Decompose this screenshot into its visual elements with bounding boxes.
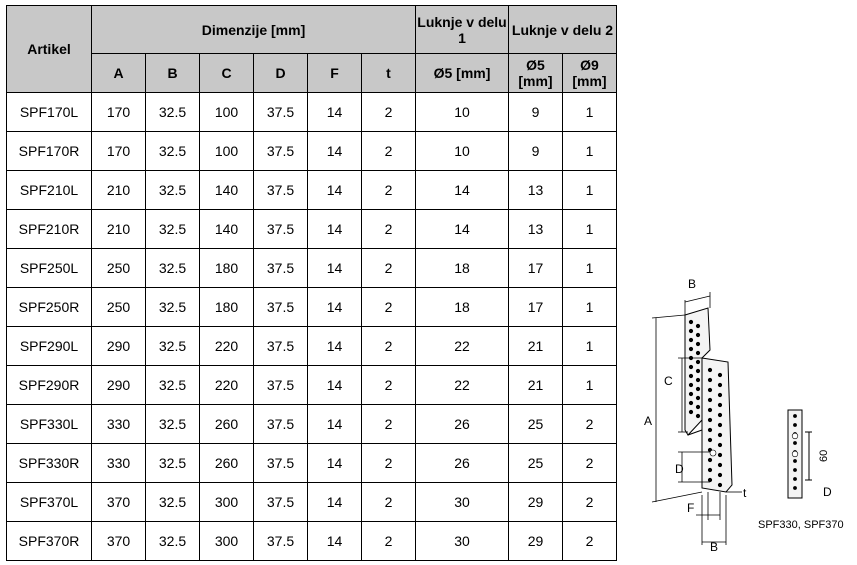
- hole-mark: [718, 393, 722, 397]
- col-header: Ø5 [mm]: [416, 54, 509, 93]
- value-cell: 140: [200, 171, 254, 210]
- hole-mark: [793, 468, 796, 471]
- table-row: [7, 210, 617, 249]
- value-cell: 210: [92, 171, 146, 210]
- label-a: A: [644, 414, 653, 428]
- value-cell: 2: [362, 522, 416, 561]
- hole-mark: [696, 351, 700, 355]
- value-cell: 30: [416, 522, 509, 561]
- value-cell: 18: [416, 249, 509, 288]
- table-body: [7, 93, 617, 561]
- value-cell: 22: [416, 327, 509, 366]
- value-cell: 32.5: [146, 93, 200, 132]
- value-cell: 37.5: [254, 288, 308, 327]
- value-cell: 13: [509, 210, 563, 249]
- table-row: [7, 93, 617, 132]
- value-cell: 37.5: [254, 93, 308, 132]
- hole-mark: [710, 450, 716, 456]
- value-cell: 2: [563, 444, 617, 483]
- value-cell: 170: [92, 93, 146, 132]
- article-cell: SPF210L: [7, 171, 92, 210]
- hole-mark: [689, 347, 693, 351]
- value-cell: 14: [308, 483, 362, 522]
- value-cell: 370: [92, 522, 146, 561]
- value-cell: 14: [308, 249, 362, 288]
- article-cell: SPF170L: [7, 93, 92, 132]
- hole-mark: [718, 413, 722, 417]
- value-cell: 37.5: [254, 366, 308, 405]
- hole-mark: [708, 388, 712, 392]
- hole-mark: [708, 368, 712, 372]
- value-cell: 1: [563, 249, 617, 288]
- value-cell: 32.5: [146, 171, 200, 210]
- value-cell: 1: [563, 288, 617, 327]
- col-header: F: [308, 54, 362, 93]
- value-cell: 2: [362, 366, 416, 405]
- table-row: [7, 288, 617, 327]
- value-cell: 330: [92, 405, 146, 444]
- value-cell: 1: [563, 171, 617, 210]
- value-cell: 17: [509, 249, 563, 288]
- value-cell: 32.5: [146, 366, 200, 405]
- table-row: [7, 483, 617, 522]
- value-cell: 2: [362, 132, 416, 171]
- value-cell: 260: [200, 405, 254, 444]
- value-cell: 32.5: [146, 483, 200, 522]
- hole-mark: [689, 338, 693, 342]
- header-holes-part1: Luknje v delu 1: [416, 6, 509, 54]
- table-row: [7, 327, 617, 366]
- value-cell: 30: [416, 483, 509, 522]
- value-cell: 100: [200, 132, 254, 171]
- bracket-diagram: [630, 270, 855, 555]
- hole-mark: [696, 324, 700, 328]
- hole-mark: [718, 483, 722, 487]
- value-cell: 9: [509, 132, 563, 171]
- article-cell: SPF170R: [7, 132, 92, 171]
- value-cell: 10: [416, 93, 509, 132]
- value-cell: 14: [308, 288, 362, 327]
- table-row: [7, 444, 617, 483]
- hole-mark: [696, 414, 700, 418]
- value-cell: 37.5: [254, 483, 308, 522]
- hole-mark: [696, 342, 700, 346]
- value-cell: 1: [563, 210, 617, 249]
- hole-mark: [708, 398, 712, 402]
- article-cell: SPF330L: [7, 405, 92, 444]
- value-cell: 14: [308, 405, 362, 444]
- value-cell: 10: [416, 132, 509, 171]
- value-cell: 300: [200, 522, 254, 561]
- hole-mark: [708, 438, 712, 442]
- hole-mark: [718, 403, 722, 407]
- value-cell: 180: [200, 249, 254, 288]
- hole-mark: [708, 478, 712, 482]
- bracket-small-drawing: [788, 410, 812, 498]
- hole-mark: [708, 428, 712, 432]
- hole-mark: [708, 418, 712, 422]
- value-cell: 18: [416, 288, 509, 327]
- article-cell: SPF290L: [7, 327, 92, 366]
- hole-mark: [792, 433, 798, 439]
- label-f: F: [687, 501, 695, 515]
- value-cell: 1: [563, 93, 617, 132]
- value-cell: 14: [308, 522, 362, 561]
- hole-mark: [689, 383, 693, 387]
- hole-mark: [793, 486, 796, 489]
- value-cell: 2: [362, 249, 416, 288]
- article-cell: SPF290R: [7, 366, 92, 405]
- value-cell: 330: [92, 444, 146, 483]
- hole-mark: [708, 458, 712, 462]
- col-header: B: [146, 54, 200, 93]
- value-cell: 29: [509, 522, 563, 561]
- article-cell: SPF250R: [7, 288, 92, 327]
- value-cell: 37.5: [254, 522, 308, 561]
- value-cell: 14: [308, 444, 362, 483]
- label-60: 60: [818, 449, 830, 462]
- article-cell: SPF370L: [7, 483, 92, 522]
- hole-mark: [689, 410, 693, 414]
- value-cell: 14: [308, 132, 362, 171]
- col-header: t: [362, 54, 416, 93]
- label-b-top: B: [688, 277, 697, 291]
- table-row: [7, 405, 617, 444]
- article-cell: SPF250L: [7, 249, 92, 288]
- value-cell: 26: [416, 405, 509, 444]
- value-cell: 37.5: [254, 405, 308, 444]
- col-header: Ø9 [mm]: [563, 54, 617, 93]
- header-dimensions: Dimenzije [mm]: [92, 6, 416, 54]
- value-cell: 2: [362, 405, 416, 444]
- table-row: [7, 171, 617, 210]
- table-row: [7, 522, 617, 561]
- value-cell: 37.5: [254, 444, 308, 483]
- value-cell: 9: [509, 93, 563, 132]
- value-cell: 220: [200, 327, 254, 366]
- hole-mark: [718, 373, 722, 377]
- label-b-bottom: B: [710, 540, 719, 554]
- value-cell: 2: [362, 327, 416, 366]
- value-cell: 2: [362, 444, 416, 483]
- value-cell: 2: [563, 483, 617, 522]
- hole-mark: [689, 365, 693, 369]
- value-cell: 100: [200, 93, 254, 132]
- value-cell: 32.5: [146, 132, 200, 171]
- col-header: C: [200, 54, 254, 93]
- value-cell: 32.5: [146, 444, 200, 483]
- value-cell: 14: [416, 210, 509, 249]
- value-cell: 2: [362, 210, 416, 249]
- hole-mark: [696, 387, 700, 391]
- label-c: C: [664, 374, 673, 388]
- value-cell: 290: [92, 327, 146, 366]
- hole-mark: [696, 405, 700, 409]
- hole-mark: [718, 473, 722, 477]
- hole-mark: [696, 369, 700, 373]
- header-holes-part2: Luknje v delu 2: [509, 6, 617, 54]
- article-cell: SPF330R: [7, 444, 92, 483]
- value-cell: 14: [308, 93, 362, 132]
- hole-mark: [689, 320, 693, 324]
- value-cell: 32.5: [146, 210, 200, 249]
- value-cell: 37.5: [254, 327, 308, 366]
- hole-mark: [708, 378, 712, 382]
- value-cell: 32.5: [146, 249, 200, 288]
- value-cell: 37.5: [254, 132, 308, 171]
- value-cell: 37.5: [254, 210, 308, 249]
- value-cell: 370: [92, 483, 146, 522]
- value-cell: 250: [92, 249, 146, 288]
- hole-mark: [793, 477, 796, 480]
- hole-mark: [696, 360, 700, 364]
- value-cell: 170: [92, 132, 146, 171]
- hole-mark: [793, 414, 796, 417]
- value-cell: 26: [416, 444, 509, 483]
- value-cell: 140: [200, 210, 254, 249]
- table-row: [7, 249, 617, 288]
- hole-mark: [793, 441, 796, 444]
- value-cell: 22: [416, 366, 509, 405]
- value-cell: 21: [509, 327, 563, 366]
- value-cell: 260: [200, 444, 254, 483]
- value-cell: 14: [308, 171, 362, 210]
- value-cell: 25: [509, 444, 563, 483]
- caption-spf330-spf370: SPF330, SPF370: [758, 519, 844, 531]
- value-cell: 14: [308, 327, 362, 366]
- value-cell: 14: [308, 366, 362, 405]
- col-header: A: [92, 54, 146, 93]
- value-cell: 32.5: [146, 522, 200, 561]
- spec-table: [6, 5, 617, 561]
- value-cell: 1: [563, 327, 617, 366]
- col-header: Ø5 [mm]: [509, 54, 563, 93]
- hole-mark: [718, 463, 722, 467]
- value-cell: 2: [362, 288, 416, 327]
- value-cell: 29: [509, 483, 563, 522]
- hole-mark: [696, 378, 700, 382]
- hole-mark: [718, 423, 722, 427]
- article-cell: SPF210R: [7, 210, 92, 249]
- hole-mark: [718, 443, 722, 447]
- hole-mark: [689, 374, 693, 378]
- value-cell: 21: [509, 366, 563, 405]
- value-cell: 14: [416, 171, 509, 210]
- value-cell: 1: [563, 366, 617, 405]
- article-cell: SPF370R: [7, 522, 92, 561]
- hole-mark: [689, 392, 693, 396]
- hole-mark: [696, 333, 700, 337]
- hole-mark: [708, 408, 712, 412]
- hole-mark: [792, 451, 798, 457]
- hole-mark: [689, 401, 693, 405]
- value-cell: 14: [308, 210, 362, 249]
- table-row: [7, 132, 617, 171]
- col-header: D: [254, 54, 308, 93]
- value-cell: 210: [92, 210, 146, 249]
- value-cell: 2: [563, 522, 617, 561]
- hole-mark: [793, 423, 796, 426]
- label-t: t: [743, 486, 747, 500]
- value-cell: 300: [200, 483, 254, 522]
- value-cell: 13: [509, 171, 563, 210]
- value-cell: 2: [362, 171, 416, 210]
- hole-mark: [718, 383, 722, 387]
- value-cell: 220: [200, 366, 254, 405]
- hole-mark: [793, 459, 796, 462]
- value-cell: 37.5: [254, 249, 308, 288]
- hole-mark: [696, 396, 700, 400]
- hole-mark: [689, 329, 693, 333]
- value-cell: 25: [509, 405, 563, 444]
- hole-mark: [718, 433, 722, 437]
- value-cell: 2: [362, 483, 416, 522]
- value-cell: 180: [200, 288, 254, 327]
- value-cell: 250: [92, 288, 146, 327]
- hole-mark: [708, 468, 712, 472]
- hole-mark: [718, 453, 722, 457]
- label-d-small: D: [823, 485, 832, 499]
- value-cell: 32.5: [146, 405, 200, 444]
- table-row: [7, 366, 617, 405]
- value-cell: 2: [362, 93, 416, 132]
- value-cell: 32.5: [146, 327, 200, 366]
- label-d: D: [675, 462, 684, 476]
- value-cell: 37.5: [254, 171, 308, 210]
- header-article: Artikel: [7, 6, 92, 93]
- value-cell: 1: [563, 132, 617, 171]
- value-cell: 32.5: [146, 288, 200, 327]
- value-cell: 2: [563, 405, 617, 444]
- value-cell: 17: [509, 288, 563, 327]
- value-cell: 290: [92, 366, 146, 405]
